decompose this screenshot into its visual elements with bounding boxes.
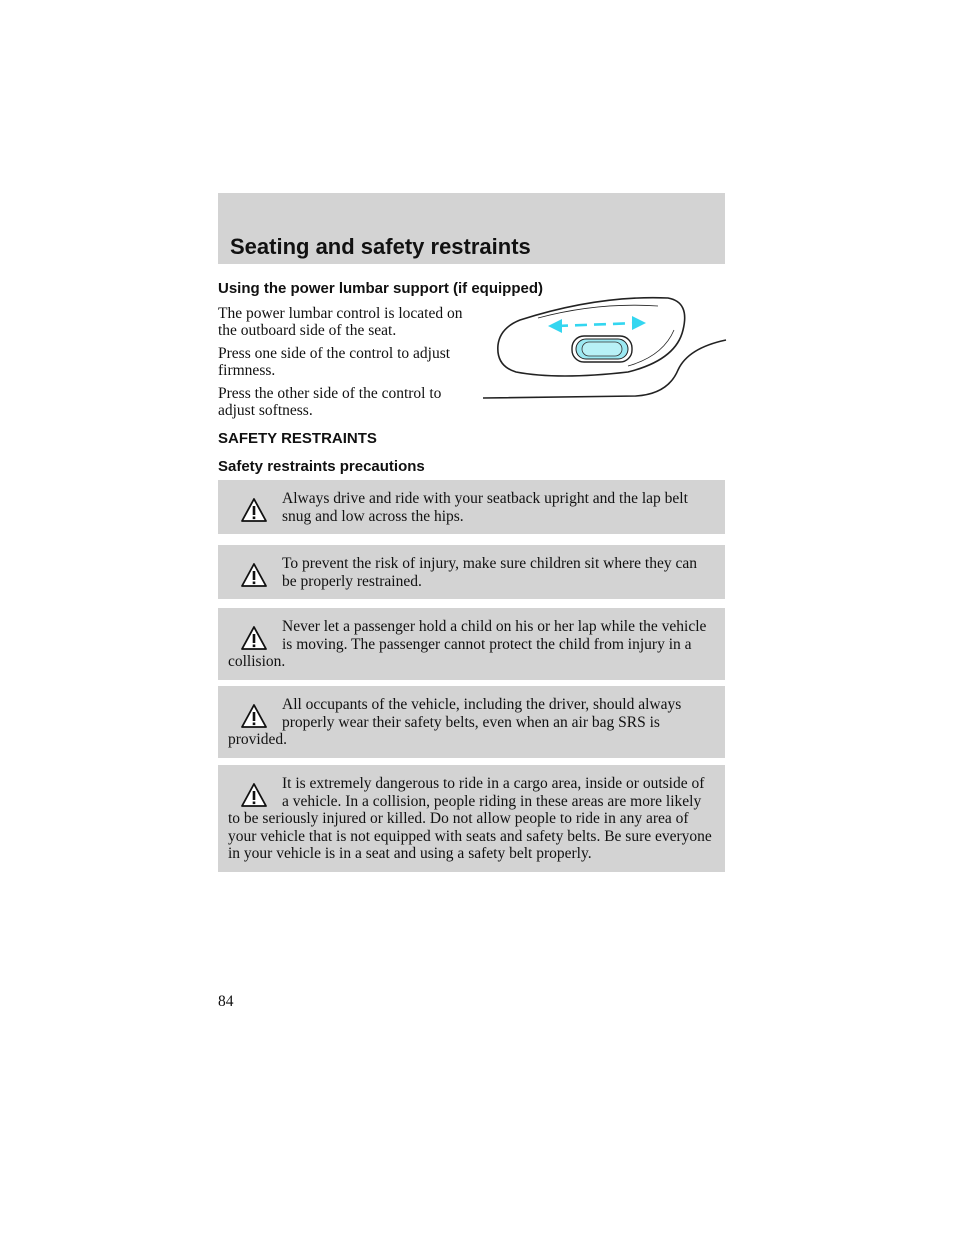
warning-text-5: It is extremely dangerous to ride in a cargo area, inside or outside of a vehicle. In a collision, people riding in these areas are more likely to be seriously injured or killed. Do not allow people to ride in any area of your vehicle that is not equipped with seats and safety belts. Be sure everyone in your vehicle is in a seat and using a safety belt properly. <box>228 775 712 862</box>
lumbar-control-illustration <box>478 290 728 405</box>
warning-text-4: All occupants of the vehicle, including the driver, should always properly wear their safety belts, even when an air bag SRS is provided. <box>228 696 682 748</box>
lumbar-paragraph-3: Press the other side of the control to adjust softness. <box>218 385 442 419</box>
warning-text-3: Never let a passenger hold a child on his or her lap while the vehicle is moving. The passenger cannot protect the child from injury in a collision. <box>228 618 707 670</box>
warning-triangle-icon <box>240 625 268 651</box>
warning-box-4 <box>218 686 725 758</box>
warning-triangle-icon <box>240 562 268 588</box>
warning-box-2 <box>218 545 725 599</box>
safety-heading: SAFETY RESTRAINTS <box>218 430 377 447</box>
lumbar-heading: Using the power lumbar support (if equipped) <box>218 280 543 297</box>
lumbar-paragraph-1: The power lumbar control is located on the outboard side of the seat. <box>218 305 463 339</box>
page-number: 84 <box>218 993 234 1010</box>
lumbar-paragraph-2: Press one side of the control to adjust firmness. <box>218 345 451 379</box>
warning-triangle-icon <box>240 703 268 729</box>
header-band <box>218 193 725 264</box>
warning-triangle-icon <box>240 497 268 523</box>
warning-box-3 <box>218 608 725 680</box>
double-arrow-icon <box>548 316 646 333</box>
page-title: Seating and safety restraints <box>230 234 531 259</box>
warning-triangle-icon <box>240 782 268 808</box>
warning-text-1: Always drive and ride with your seatback upright and the lap belt snug and low across the hips. <box>282 490 688 525</box>
precautions-subheading: Safety restraints precautions <box>218 458 425 475</box>
warning-box-1 <box>218 480 725 534</box>
warning-box-5 <box>218 765 725 872</box>
lumbar-switch-icon <box>572 336 632 362</box>
warning-text-2: To prevent the risk of injury, make sure children sit where they can be properly restrained. <box>282 555 697 590</box>
